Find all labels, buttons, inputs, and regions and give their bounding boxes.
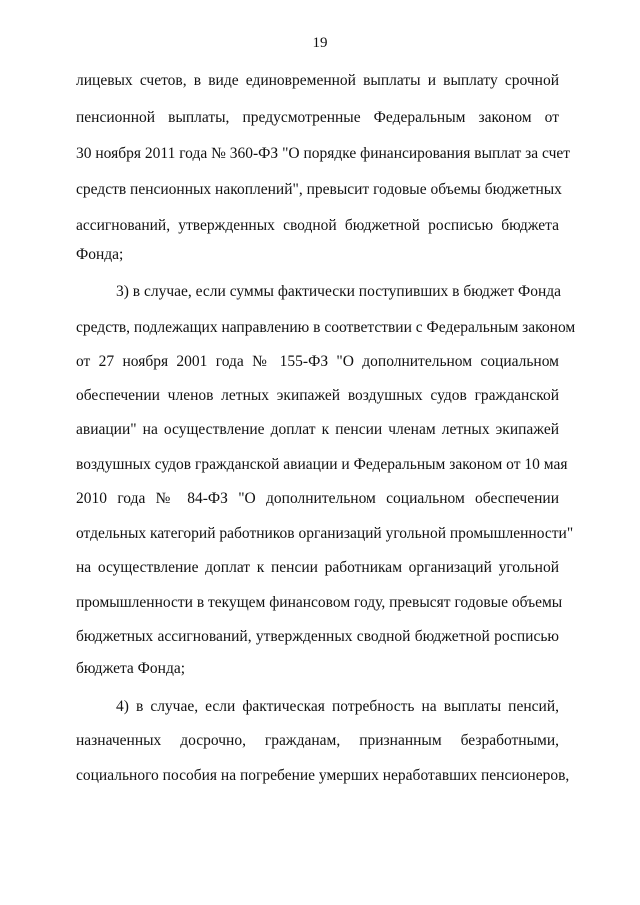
text-line: пенсионной выплаты, предусмотренные Федеральным законом от	[76, 109, 559, 126]
text-line: 3) в случае, если суммы фактически поступивших в бюджет Фонда	[116, 283, 562, 300]
text-line: 30 ноября 2011 года № 360-ФЗ "О порядке финансирования выплат за счет	[76, 145, 571, 162]
page-number: 19	[312, 35, 328, 51]
text-line: средств, подлежащих направлению в соответствии с Федеральным законом	[76, 319, 576, 336]
text-line: авиации" на осуществление доплат к пенсии членам летных экипажей	[76, 421, 559, 438]
text-line: Фонда;	[76, 246, 124, 263]
text-line: социального пособия на погребение умерших неработавших пенсионеров,	[76, 767, 570, 784]
text-line: промышленности в текущем финансовом году, превысят годовые объемы	[76, 594, 563, 611]
text-line: отдельных категорий работников организаций угольной промышленности"	[76, 525, 574, 542]
text-line: на осуществление доплат к пенсии работникам организаций угольной	[76, 559, 559, 576]
text-line: средств пенсионных накоплений", превысит годовые объемы бюджетных	[76, 181, 562, 198]
text-line: от 27 ноября 2001 года № 155-ФЗ "О дополнительном социальном	[76, 353, 559, 370]
text-line: ассигнований, утвержденных сводной бюджетной росписью бюджета	[76, 217, 559, 234]
text-line: 2010 года № 84-ФЗ "О дополнительном социальном обеспечении	[76, 490, 559, 507]
text-line: бюджета Фонда;	[76, 660, 186, 677]
text-line: лицевых счетов, в виде единовременной выплаты и выплату срочной	[76, 72, 559, 89]
text-line: назначенных досрочно, гражданам, признанным безработными,	[76, 732, 559, 749]
text-line: обеспечении членов летных экипажей воздушных судов гражданской	[76, 387, 559, 404]
text-line: бюджетных ассигнований, утвержденных сводной бюджетной росписью	[76, 628, 559, 645]
text-line: воздушных судов гражданской авиации и Федеральным законом от 10 мая	[76, 456, 568, 473]
text-line: 4) в случае, если фактическая потребность на выплаты пенсий,	[116, 698, 559, 715]
